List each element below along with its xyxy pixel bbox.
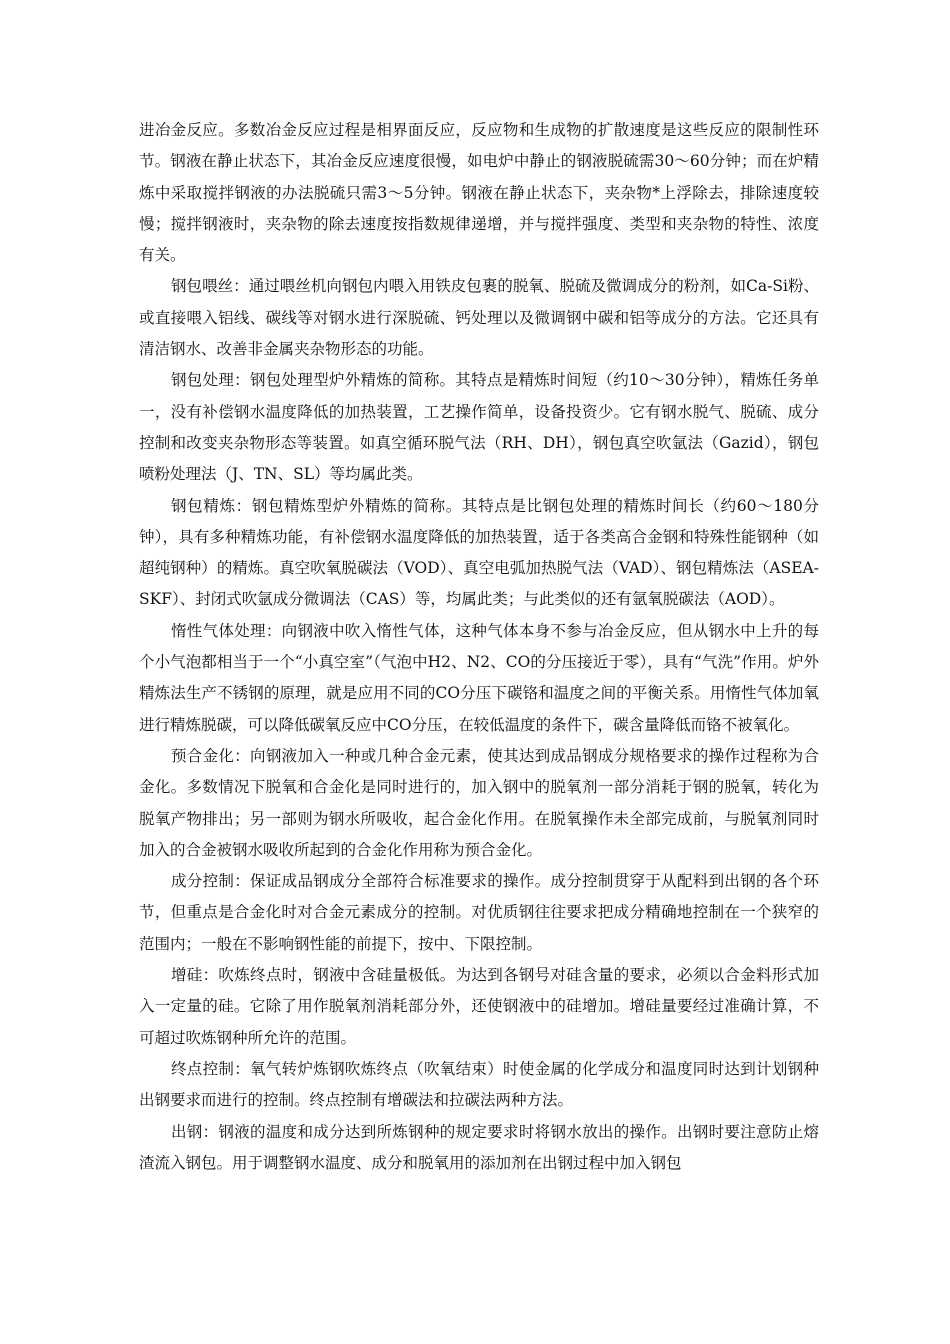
paragraph-silicon-increase: 增硅：吹炼终点时，钢液中含硅量极低。为达到各钢号对硅含量的要求，必须以合金料形式加入一定量的硅。它除了用作脱氧剂消耗部分外，还使钢液中的硅增加。增硅量要经过准确计算，不可超过吹炼钢种所允许的范围。 — [139, 966, 819, 1047]
paragraph-composition-control: 成分控制：保证成品钢成分全部符合标准要求的操作。成分控制贯穿于从配料到出钢的各个环节，但重点是合金化时对合金元素成分的控制。对优质钢往往要求把成分精确地控制在一个狭窄的范围内；一般在不影响钢性能的前提下，按中、下限控制。 — [139, 872, 819, 953]
paragraph-inert-gas-treatment: 惰性气体处理：向钢液中吹入惰性气体，这种气体本身不参与冶金反应，但从钢水中上升的每个小气泡都相当于一个“小真空室”（气泡中H2、N2、CO的分压接近于零），具有“气洗”作用。炉外精炼法生产不锈钢的原理，就是应用不同的CO分压下碳铬和温度之间的平衡关系。用惰性气体加氧进行精炼脱碳，可以降低碳氧反应中CO分压，在较低温度的条件下，碳含量降低而铬不被氧化。 — [139, 621, 819, 734]
paragraph-ladle-treatment: 钢包处理：钢包处理型炉外精炼的简称。其特点是精炼时间短（约10～30分钟），精炼任务单一，没有补偿钢水温度降低的加热装置，工艺操作简单，设备投资少。它有钢水脱气、脱硫、成分控制和改变夹杂物形态等装置。如真空循环脱气法（RH、DH），钢包真空吹氩法（Gazid），钢包喷粉处理法（J、TN、SL）等均属此类。 — [139, 371, 819, 484]
document-body — [139, 115, 819, 1179]
paragraph-tapping: 出钢：钢液的温度和成分达到所炼钢种的规定要求时将钢水放出的操作。出钢时要注意防止熔渣流入钢包。用于调整钢水温度、成分和脱氧用的添加剂在出钢过程中加入钢包 — [139, 1122, 819, 1172]
paragraph-continuation: 进冶金反应。多数冶金反应过程是相界面反应，反应物和生成物的扩散速度是这些反应的限制性环节。钢液在静止状态下，其冶金反应速度很慢，如电炉中静止的钢液脱硫需30～60分钟；而在炉精炼中采取搅拌钢液的办法脱硫只需3～5分钟。钢液在静止状态下，夹杂物*上浮除去，排除速度较慢；搅拌钢液时，夹杂物的除去速度按指数规律递增，并与搅拌强度、类型和夹杂物的特性、浓度有关。 — [139, 121, 819, 265]
paragraph-ladle-refining: 钢包精炼：钢包精炼型炉外精炼的简称。其特点是比钢包处理的精炼时间长（约60～180分钟），具有多种精炼功能，有补偿钢水温度降低的加热装置，适于各类高合金钢和特殊性能钢种（如超纯钢种）的精炼。真空吹氧脱碳法（VOD）、真空电弧加热脱气法（VAD）、钢包精炼法（ASEA-SKF）、封闭式吹氩成分微调法（CAS）等，均属此类；与此类似的还有氩氧脱碳法（AOD）。 — [139, 496, 819, 609]
paragraph-pre-alloying: 预合金化：向钢液加入一种或几种合金元素，使其达到成品钢成分规格要求的操作过程称为合金化。多数情况下脱氧和合金化是同时进行的，加入钢中的脱氧剂一部分消耗于钢的脱氧，转化为脱氧产物排出；另一部则为钢水所吸收，起合金化作用。在脱氧操作未全部完成前，与脱氧剂同时加入的合金被钢水吸收所起到的合金化作用称为预合金化。 — [139, 746, 819, 859]
paragraph-endpoint-control: 终点控制：氧气转炉炼钢吹炼终点（吹氧结束）时使金属的化学成分和温度同时达到计划钢种出钢要求而进行的控制。终点控制有增碳法和拉碳法两种方法。 — [139, 1059, 819, 1110]
paragraph-ladle-wire-feeding: 钢包喂丝：通过喂丝机向钢包内喂入用铁皮包裹的脱氧、脱硫及微调成分的粉剂，如Ca-Si粉、或直接喂入铝线、碳线等对钢水进行深脱硫、钙处理以及微调钢中碳和铝等成分的方法。它还具有清洁钢水、改善非金属夹杂物形态的功能。 — [139, 277, 819, 359]
